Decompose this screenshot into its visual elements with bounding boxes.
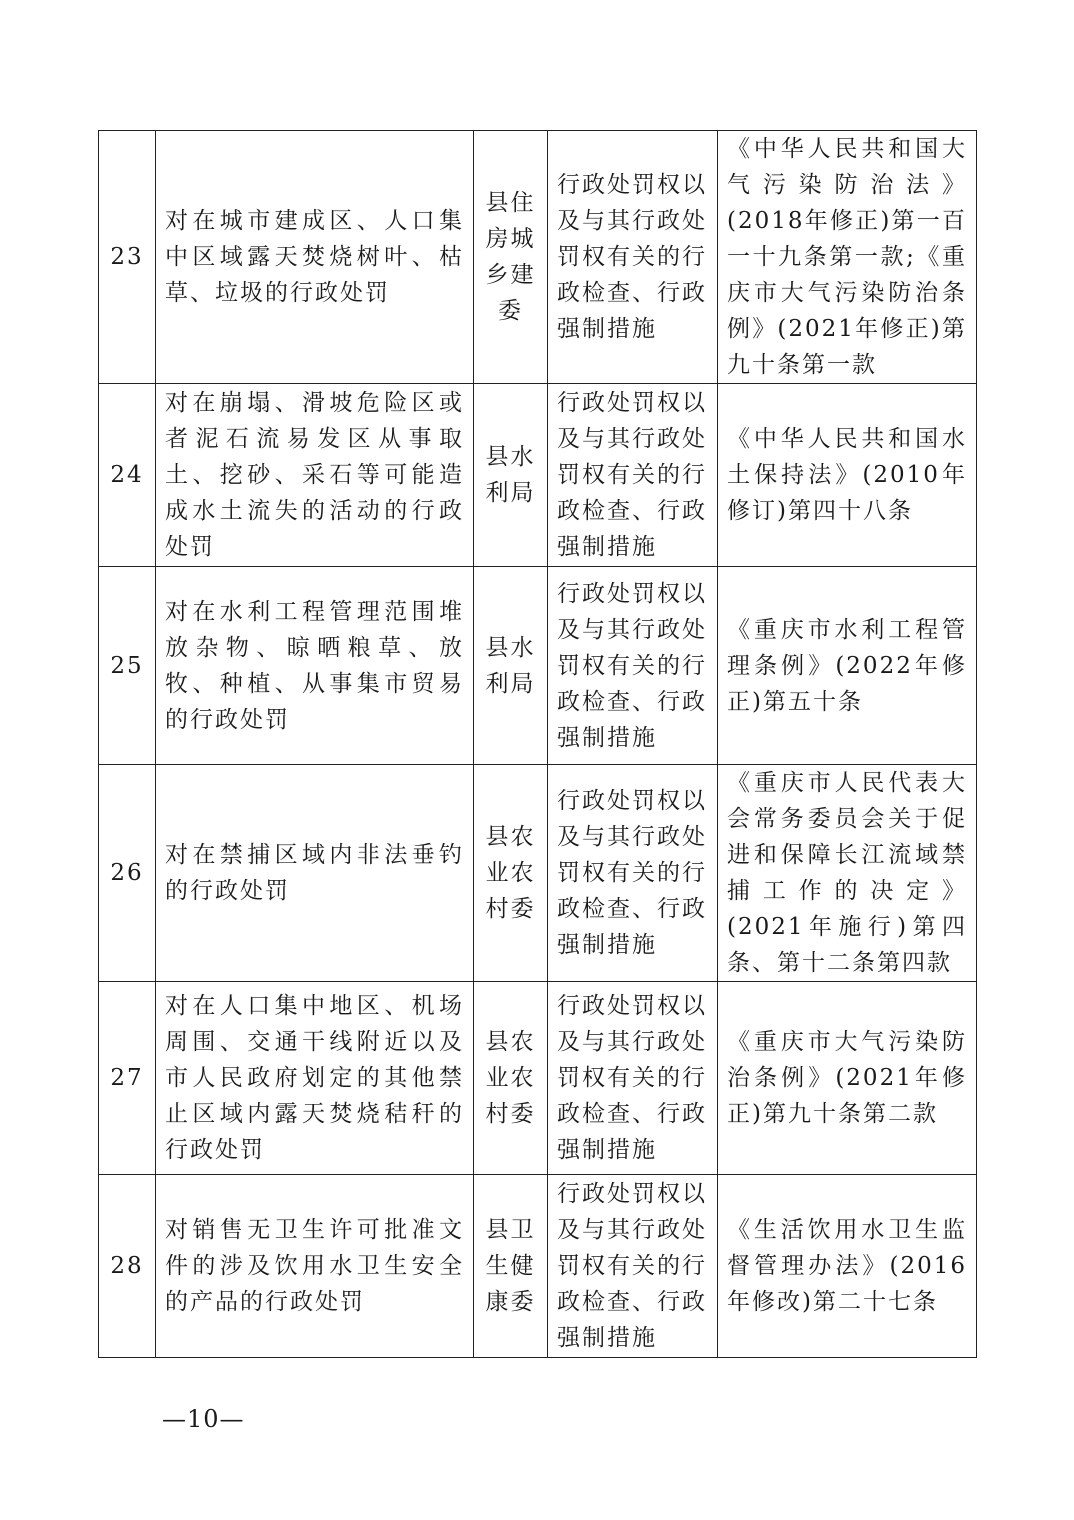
responsible-department: 县水利局 (474, 567, 548, 765)
power-type: 行政处罚权以及与其行政处罚权有关的行政检查、行政强制措施 (548, 1175, 718, 1358)
legal-basis: 《中华人民共和国大气污染防治法》(2018年修正)第一百一十九条第一款;《重庆市大气污染防治条例》(2021年修正)第九十条第一款 (718, 131, 977, 384)
item-number: 23 (99, 131, 156, 384)
table-row (99, 982, 977, 1175)
item-description: 对在水利工程管理范围堆放杂物、晾晒粮草、放牧、种植、从事集市贸易的行政处罚 (156, 567, 474, 765)
table-row (99, 765, 977, 982)
item-description: 对在崩塌、滑坡危险区或者泥石流易发区从事取土、挖砂、采石等可能造成水土流失的活动的行政处罚 (156, 384, 474, 567)
power-type: 行政处罚权以及与其行政处罚权有关的行政检查、行政强制措施 (548, 982, 718, 1175)
responsible-department: 县住房城乡建委 (474, 131, 548, 384)
enforcement-items-table (98, 130, 977, 1358)
item-number: 27 (99, 982, 156, 1175)
legal-basis: 《重庆市人民代表大会常务委员会关于促进和保障长江流域禁捕工作的决定》(2021年施行)第四条、第十二条第四款 (718, 765, 977, 982)
responsible-department: 县农业农村委 (474, 765, 548, 982)
table-row (99, 1175, 977, 1358)
table-row (99, 131, 977, 384)
legal-basis: 《重庆市水利工程管理条例》(2022年修正)第五十条 (718, 567, 977, 765)
responsible-department: 县水利局 (474, 384, 548, 567)
item-description: 对在城市建成区、人口集中区域露天焚烧树叶、枯草、垃圾的行政处罚 (156, 131, 474, 384)
power-type: 行政处罚权以及与其行政处罚权有关的行政检查、行政强制措施 (548, 131, 718, 384)
table-row (99, 384, 977, 567)
responsible-department: 县卫生健康委 (474, 1175, 548, 1358)
item-description: 对在人口集中地区、机场周围、交通干线附近以及市人民政府划定的其他禁止区域内露天焚烧秸秆的行政处罚 (156, 982, 474, 1175)
item-description: 对销售无卫生许可批准文件的涉及饮用水卫生安全的产品的行政处罚 (156, 1175, 474, 1358)
legal-basis: 《中华人民共和国水土保持法》(2010年修订)第四十八条 (718, 384, 977, 567)
power-type: 行政处罚权以及与其行政处罚权有关的行政检查、行政强制措施 (548, 765, 718, 982)
item-number: 24 (99, 384, 156, 567)
table-row (99, 567, 977, 765)
responsible-department: 县农业农村委 (474, 982, 548, 1175)
legal-basis: 《重庆市大气污染防治条例》(2021年修正)第九十条第二款 (718, 982, 977, 1175)
legal-basis: 《生活饮用水卫生监督管理办法》(2016年修改)第二十七条 (718, 1175, 977, 1358)
item-number: 28 (99, 1175, 156, 1358)
item-number: 25 (99, 567, 156, 765)
power-type: 行政处罚权以及与其行政处罚权有关的行政检查、行政强制措施 (548, 384, 718, 567)
item-description: 对在禁捕区域内非法垂钓的行政处罚 (156, 765, 474, 982)
item-number: 26 (99, 765, 156, 982)
page-number: —10— (162, 1405, 245, 1433)
power-type: 行政处罚权以及与其行政处罚权有关的行政检查、行政强制措施 (548, 567, 718, 765)
